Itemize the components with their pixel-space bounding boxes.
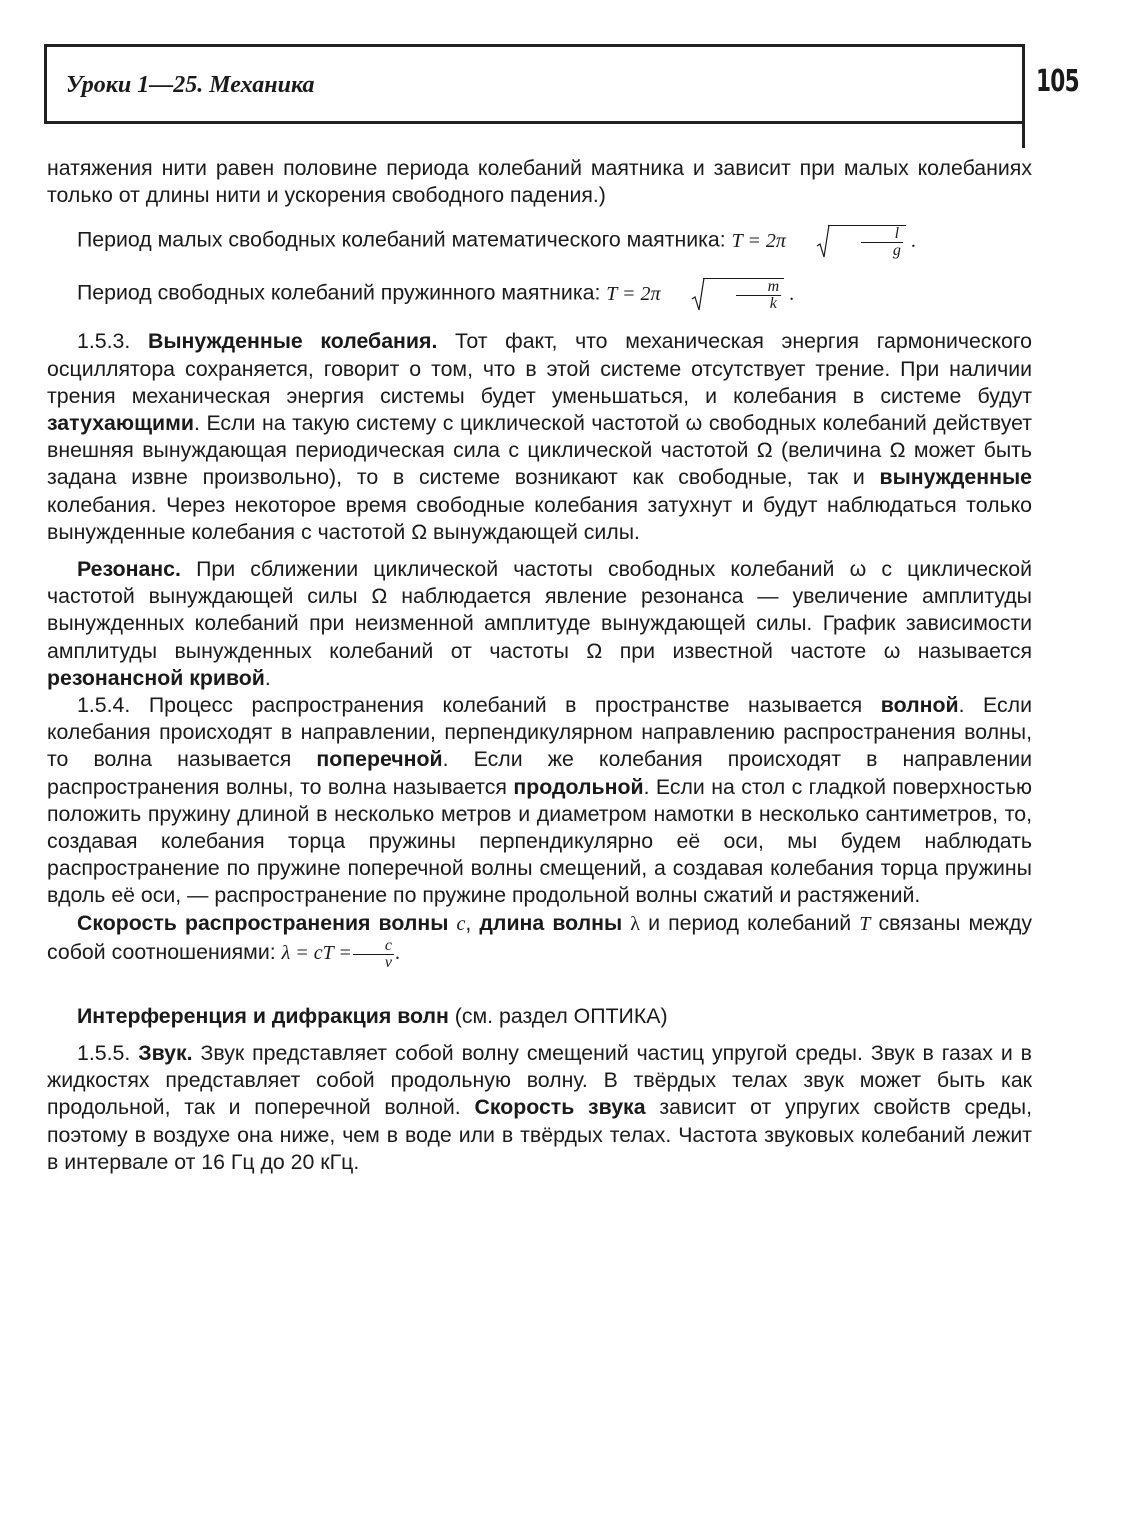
body-text: Тот факт, что механическая энергия гармонического осциллятора сохраняется, говорит о том, что в этой системе отсутствует трение. При наличии трения механическая энергия системы будет уменьшаться, и колебания в системе будут — [47, 329, 1032, 408]
formula-lhs: T = 2π — [606, 283, 661, 305]
body-text: . Если колебания происходят в направлении, перпендикулярном направлению распространения волны, то волна называется — [47, 693, 1032, 772]
body-text: . Если же колебания происходят в направлении распространения волны, то волна называется — [47, 747, 1033, 799]
body-text: При сближении циклической частоты свободных колебаний ω с циклической частотой вынуждающей силы Ω наблюдается явление резонанса — увеличение амплитуды вынужденных колебаний при неизменной амплитуде вынуждающей силы. График зависимости амплитуды вынужденных колебаний от частоты Ω при известной частоте ω называется — [47, 557, 1033, 663]
math-pendulum-text: Период малых свободных колебаний математического маятника: — [77, 228, 726, 252]
body-text: зависит от упругих свойств среды, поэтому в воздухе она ниже, чем в воде или в твёрдых телах. Частота звуковых колебаний лежит в интервале от 16 Гц до 20 кГц. — [47, 1095, 1032, 1174]
math-pendulum-formula: T = 2π $\frac{l}{g}$ . — [731, 225, 916, 260]
paragraph-resonance: Резонанс. При сближении циклической частоты свободных колебаний ω с циклической частотой вынуждающей силы Ω наблюдается явление резонанса — увеличение амплитуды вынужденных колебаний при неизменной амплитуде вынуждающей силы. График зависимости амплитуды вынужденных колебаний от частоты Ω при известной частоте ω называется резонансной кривой. — [47, 557, 1033, 690]
body-text: Звук представляет собой волну смещений частиц упругой среды. Звук в газах и в жидкостях представляет собой продольную волну. В твёрдых телах звук может быть как продольной, так и поперечной волной. — [47, 1041, 1033, 1120]
section-number: 1.5.5. — [77, 1041, 131, 1066]
symbol-T: T — [859, 912, 871, 935]
term-resonance-curve: резонансной кривой — [47, 665, 265, 690]
body-text: 1.5.4. Процесс распространения колебаний в пространстве называется — [77, 693, 863, 718]
term-forced: вынужденные — [879, 465, 1032, 490]
section-1-5-3 — [47, 328, 1032, 546]
fraction-numerator: m — [736, 279, 782, 296]
term-resonance: Резонанс. — [77, 557, 181, 582]
section-heading: Звук. — [138, 1041, 193, 1066]
section-1-5-4 — [47, 692, 1032, 910]
spring-pendulum-formula: T = 2π $\frac{m}{k}$ . — [606, 278, 795, 313]
body-text: связаны между собой соотношениями: — [47, 910, 1033, 964]
fraction-denominator: k — [769, 295, 777, 313]
term-transverse: поперечной — [316, 747, 443, 772]
page-body — [47, 155, 1032, 1176]
term-longitudinal: продольной — [513, 774, 644, 799]
fraction — [861, 226, 903, 259]
spring-pendulum-text: Период свободных колебаний пружинного маятника: — [77, 281, 601, 305]
term-wave-speed: Скорость распространения волны — [77, 910, 449, 935]
page-number: 105 — [1036, 64, 1079, 99]
header-rule — [1022, 44, 1025, 148]
paragraph-interference — [47, 1003, 1032, 1030]
fraction — [353, 938, 394, 971]
sqrt-sign — [786, 224, 906, 260]
term-wave: волной — [880, 693, 959, 718]
body-text: . Если на стол с гладкой поверхностью положить пружину длиной в несколько метров и диаметром намотки в несколько сантиметров, то, создавая колебания торца пружины перпендикулярно её оси, мы будем наблюдать распространение по пружине поперечной волны смещений, а создавая колебания торца пружины вдоль её оси, — распространение по пружине продольной волны сжатий и растяжений. — [47, 774, 1032, 908]
term-wavelength: длина волны — [479, 910, 623, 935]
symbol-c: c — [456, 912, 466, 935]
fraction-numerator: c — [353, 938, 394, 955]
formula-lhs: T = 2π — [731, 230, 786, 252]
section-number: 1.5.3. — [77, 329, 131, 354]
fraction-denominator: ν — [384, 953, 392, 971]
term-interference: Интерференция и дифракция волн — [77, 1003, 449, 1028]
sqrt-sign — [661, 277, 785, 313]
paragraph-wave-speed: Скорость распространения волны c, длина волны λ и период колебаний T связаны между собой соотношениями: λ = cT = $\frac{c}{\nu}$ . — [47, 910, 1033, 971]
fraction-numerator: l — [861, 226, 903, 243]
section-heading: Вынужденные колебания. — [147, 329, 438, 354]
body-text: (см. раздел ОПТИКА) — [454, 1003, 668, 1028]
body-text: . Если на такую систему с циклической частотой ω свободных колебаний действует внешняя вынуждающая периодическая сила с циклической частотой Ω (величина Ω может быть задана извне произвольно), то в системе возникают как свободные, так и — [47, 411, 1032, 490]
body-text: и период колебаний — [648, 910, 852, 935]
formula-lhs: λ = cT = — [281, 941, 352, 964]
paragraph-spring-pendulum — [47, 277, 1032, 313]
paragraph-math-pendulum — [47, 224, 1032, 260]
fraction — [736, 279, 782, 312]
term-damped: затухающими — [47, 411, 194, 436]
section-1-5-5 — [47, 1040, 1032, 1176]
paragraph-continuation: натяжения нити равен половине периода колебаний маятника и зависит при малых колебаниях только от длины нити и ускорения свободного падения.) — [47, 156, 1032, 208]
fraction-denominator: g — [892, 242, 901, 260]
wave-speed-formula: λ = cT = $\frac{c}{\nu}$ . — [281, 936, 400, 971]
term-sound-speed: Скорость звука — [474, 1095, 646, 1120]
body-text: колебания. Через некоторое время свободные колебания затухнут и будут наблюдаться только вынужденные колебания с частотой Ω вынуждающей силы. — [47, 492, 1032, 544]
section-title: Уроки 1—25. Механика — [66, 72, 315, 98]
symbol-lambda: λ — [630, 912, 640, 935]
